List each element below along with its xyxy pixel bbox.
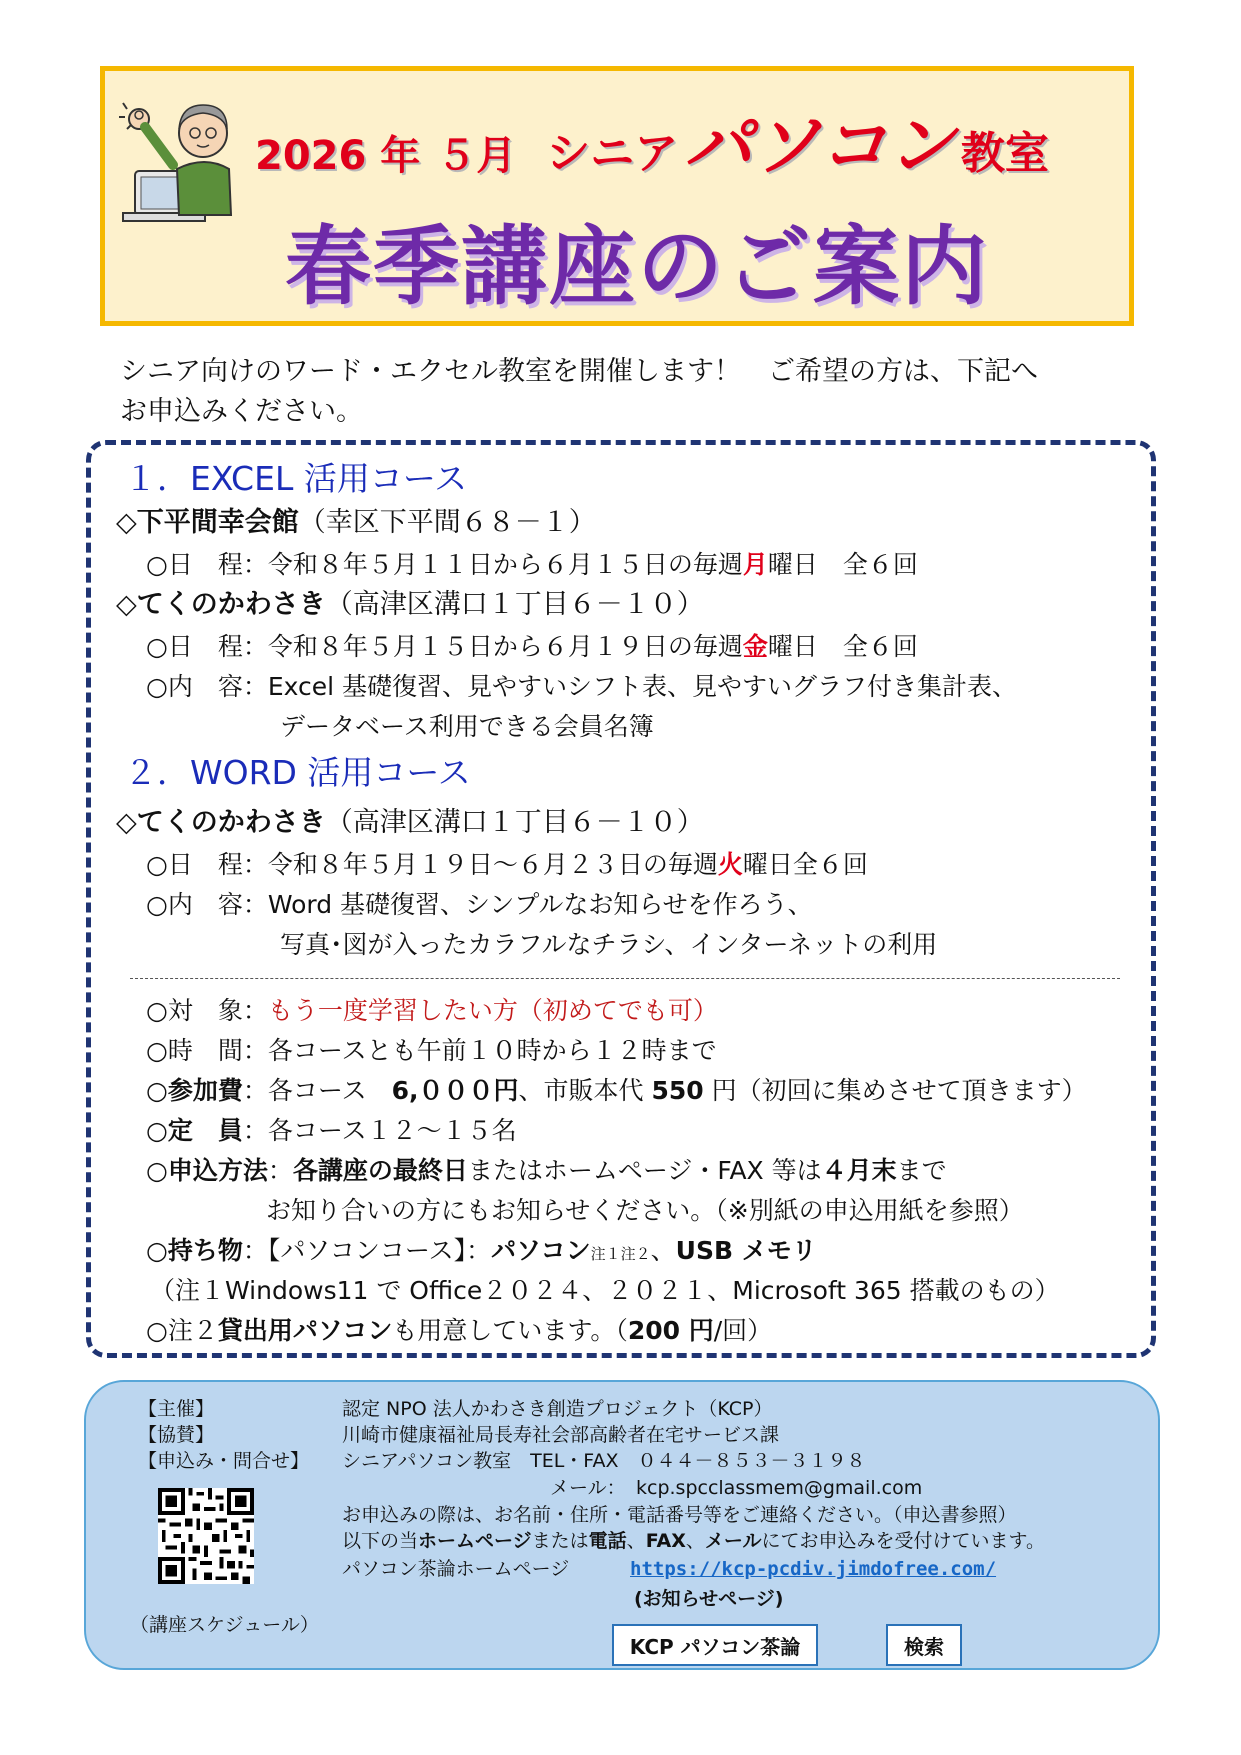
accept-mail: メール [704,1530,762,1552]
intro-line-2: お申込みください。 [120,396,363,427]
weekday-highlight: 火 [717,850,743,879]
accept-methods [342,1528,1045,1554]
sponsor-label: 【協賛】 [138,1424,215,1446]
title-pc: パソコン [684,107,955,186]
title-month: ５月 [436,133,517,179]
schedule-text-end: 曜日全６回 [742,850,868,879]
accept-text: 以下の当 [342,1530,419,1552]
content-text: Excel 基礎復習、見やすいシフト表、見やすいグラフ付き集計表、 [267,672,1018,701]
detail-apply [146,1154,947,1188]
accept-or: または [531,1530,589,1552]
word-course-title: ２．WORD 活用コース [124,753,471,792]
bring-notes: 注１注２ [590,1245,651,1263]
bring-comma: 、 [650,1236,676,1265]
contact-text: シニアパソコン教室 TEL・FAX ０４４－８５３－３１９８ [342,1450,866,1472]
homepage-label: パソコン茶論ホームページ [342,1558,570,1580]
bring-pc: パソコン [491,1236,591,1265]
excel-course-title: １．EXCEL 活用コース [124,459,468,498]
homepage-link[interactable] [630,1556,996,1582]
word-content-1 [146,888,813,922]
title-class: 教室 [960,128,1049,179]
rental-pc: 貸出用パソコン [217,1316,393,1345]
venue-address: （高津区溝口１丁目６－１０） [325,807,704,838]
senior-mascot-illustration [117,89,237,229]
bring-usb: USB メモリ [675,1236,817,1265]
qr-code-icon[interactable] [158,1488,254,1584]
accept-tel: 電話 [588,1530,627,1552]
section-divider [130,978,1120,979]
detail-target [146,994,718,1028]
host-label: 【主催】 [138,1398,215,1420]
excel-venue-2 [116,588,704,622]
note-2 [146,1314,772,1348]
mail-address[interactable]: kcp.spcclassmem@gmail.com [636,1477,923,1499]
intro-text [120,352,1140,432]
venue-address: （幸区下平間６８－１） [298,507,596,538]
homepage-url[interactable]: https://kcp-pcdiv.jimdofree.com/ [630,1558,997,1580]
word-venue [116,806,704,840]
page-title: 春季講座のご案内 [285,217,989,317]
rental-price: 200 円 [627,1316,714,1345]
weekday-highlight: 金 [742,632,768,661]
detail-bring [146,1234,817,1271]
sponsor-text: 川崎市健康福祉局長寿社会部高齢者在宅サービス課 [342,1424,780,1446]
title-banner [100,66,1134,326]
apply-note: お申込みの際は、お名前・住所・電話番号等をご連絡ください。（申込書参照） [342,1504,1017,1526]
note-1: （注１Windows11 で Office２０２４、２０２１、Microsoft 365 搭載のもの） [150,1276,1060,1305]
note-2-text-end: /回） [713,1316,773,1345]
qr-caption: （講座スケジュール） [130,1614,319,1636]
apply-deadline-2: ４月末 [821,1156,897,1185]
detail-time: ○時 間：各コースとも午前１０時から１２時まで [146,1036,717,1065]
schedule-text-end: 曜日 全６回 [767,550,918,579]
accept-sep-2: 、 [685,1530,705,1552]
venue-name: ◇てくのかわさき [116,589,326,620]
content-text: Word 基礎復習、シンプルなお知らせを作ろう、 [267,890,813,919]
excel-schedule-2 [146,630,918,664]
content-label: ○内 容： [146,890,268,919]
excel-content-2: データベース利用できる会員名簿 [280,712,654,741]
book-fee: 550 [651,1076,704,1105]
apply-text-end: まで [896,1156,947,1185]
apply-text: またはホームページ・FAX 等は [467,1156,822,1185]
search-button[interactable]: 検索 [886,1624,962,1666]
search-term-box[interactable]: KCP パソコン茶論 [612,1624,818,1666]
apply-label: ○申込方法 [146,1156,268,1185]
apply-colon: ： [267,1156,293,1185]
accept-sep-1: 、 [626,1530,646,1552]
note-2-label: ○注２ [146,1316,218,1345]
schedule-text-end: 曜日 全６回 [767,632,918,661]
accept-text-end: にてお申込みを受付けています。 [761,1530,1045,1552]
fee-text: ：各コース [242,1076,392,1105]
mail-label: メール： [550,1477,626,1499]
word-schedule [146,848,868,882]
excel-schedule-1 [146,548,918,582]
fee-text-3: 円（初回に集めさせて頂きます） [703,1076,1087,1105]
bring-label: ○持ち物 [146,1236,243,1265]
schedule-text: ○日 程：令和８年５月１５日から６月１９日の毎週 [146,632,743,661]
intro-line-1: シニア向けのワード・エクセル教室を開催します！ ご希望の方は、下記へ [120,356,1038,387]
target-label: ○対 象： [146,996,268,1025]
fee-label: ○参加費 [146,1076,243,1105]
fee-amount: 6,０００円 [391,1076,519,1105]
accept-fax: FAX [645,1530,686,1552]
title-line-1 [255,107,1049,186]
excel-venue-1 [116,506,596,540]
contact-label: 【申込み・問合せ】 [138,1450,310,1472]
schedule-text: ○日 程：令和８年５月１１日から６月１５日の毎週 [146,550,743,579]
host-text: 認定 NPO 法人かわさき創造プロジェクト（KCP） [342,1398,773,1420]
bring-text: ：【パソコンコース】： [242,1236,492,1265]
content-label: ○内 容： [146,672,268,701]
excel-content-1 [146,670,1017,704]
homepage-subtitle: (お知らせページ) [634,1588,784,1610]
schedule-text: ○日 程：令和８年５月１９日～６月２３日の毎週 [146,850,718,879]
detail-fee [146,1074,1087,1108]
detail-apply-line-2: お知り合いの方にもお知らせください。（※別紙の申込用紙を参照） [266,1196,1024,1225]
venue-address: （高津区溝口１丁目６－１０） [325,589,704,620]
note-2-text: も用意しています。（ [392,1316,628,1345]
detail-capacity [146,1114,517,1148]
weekday-highlight: 月 [742,550,768,579]
capacity-text: ：各コース１２～１５名 [242,1116,517,1145]
accept-homepage: ホームページ [418,1530,532,1552]
target-text: もう一度学習したい方（初めてでも可） [267,996,718,1025]
capacity-label: ○定 員 [146,1116,243,1145]
apply-deadline-1: 各講座の最終日 [292,1156,468,1185]
venue-name: ◇下平間幸会館 [116,507,299,538]
title-senior: シニア [546,128,679,179]
title-year: 2026 年 [255,133,421,179]
fee-text-2: 、市販本代 [518,1076,652,1105]
venue-name: ◇てくのかわさき [116,807,326,838]
word-content-2: 写真･図が入ったカラフルなチラシ、インターネットの利用 [280,930,938,959]
